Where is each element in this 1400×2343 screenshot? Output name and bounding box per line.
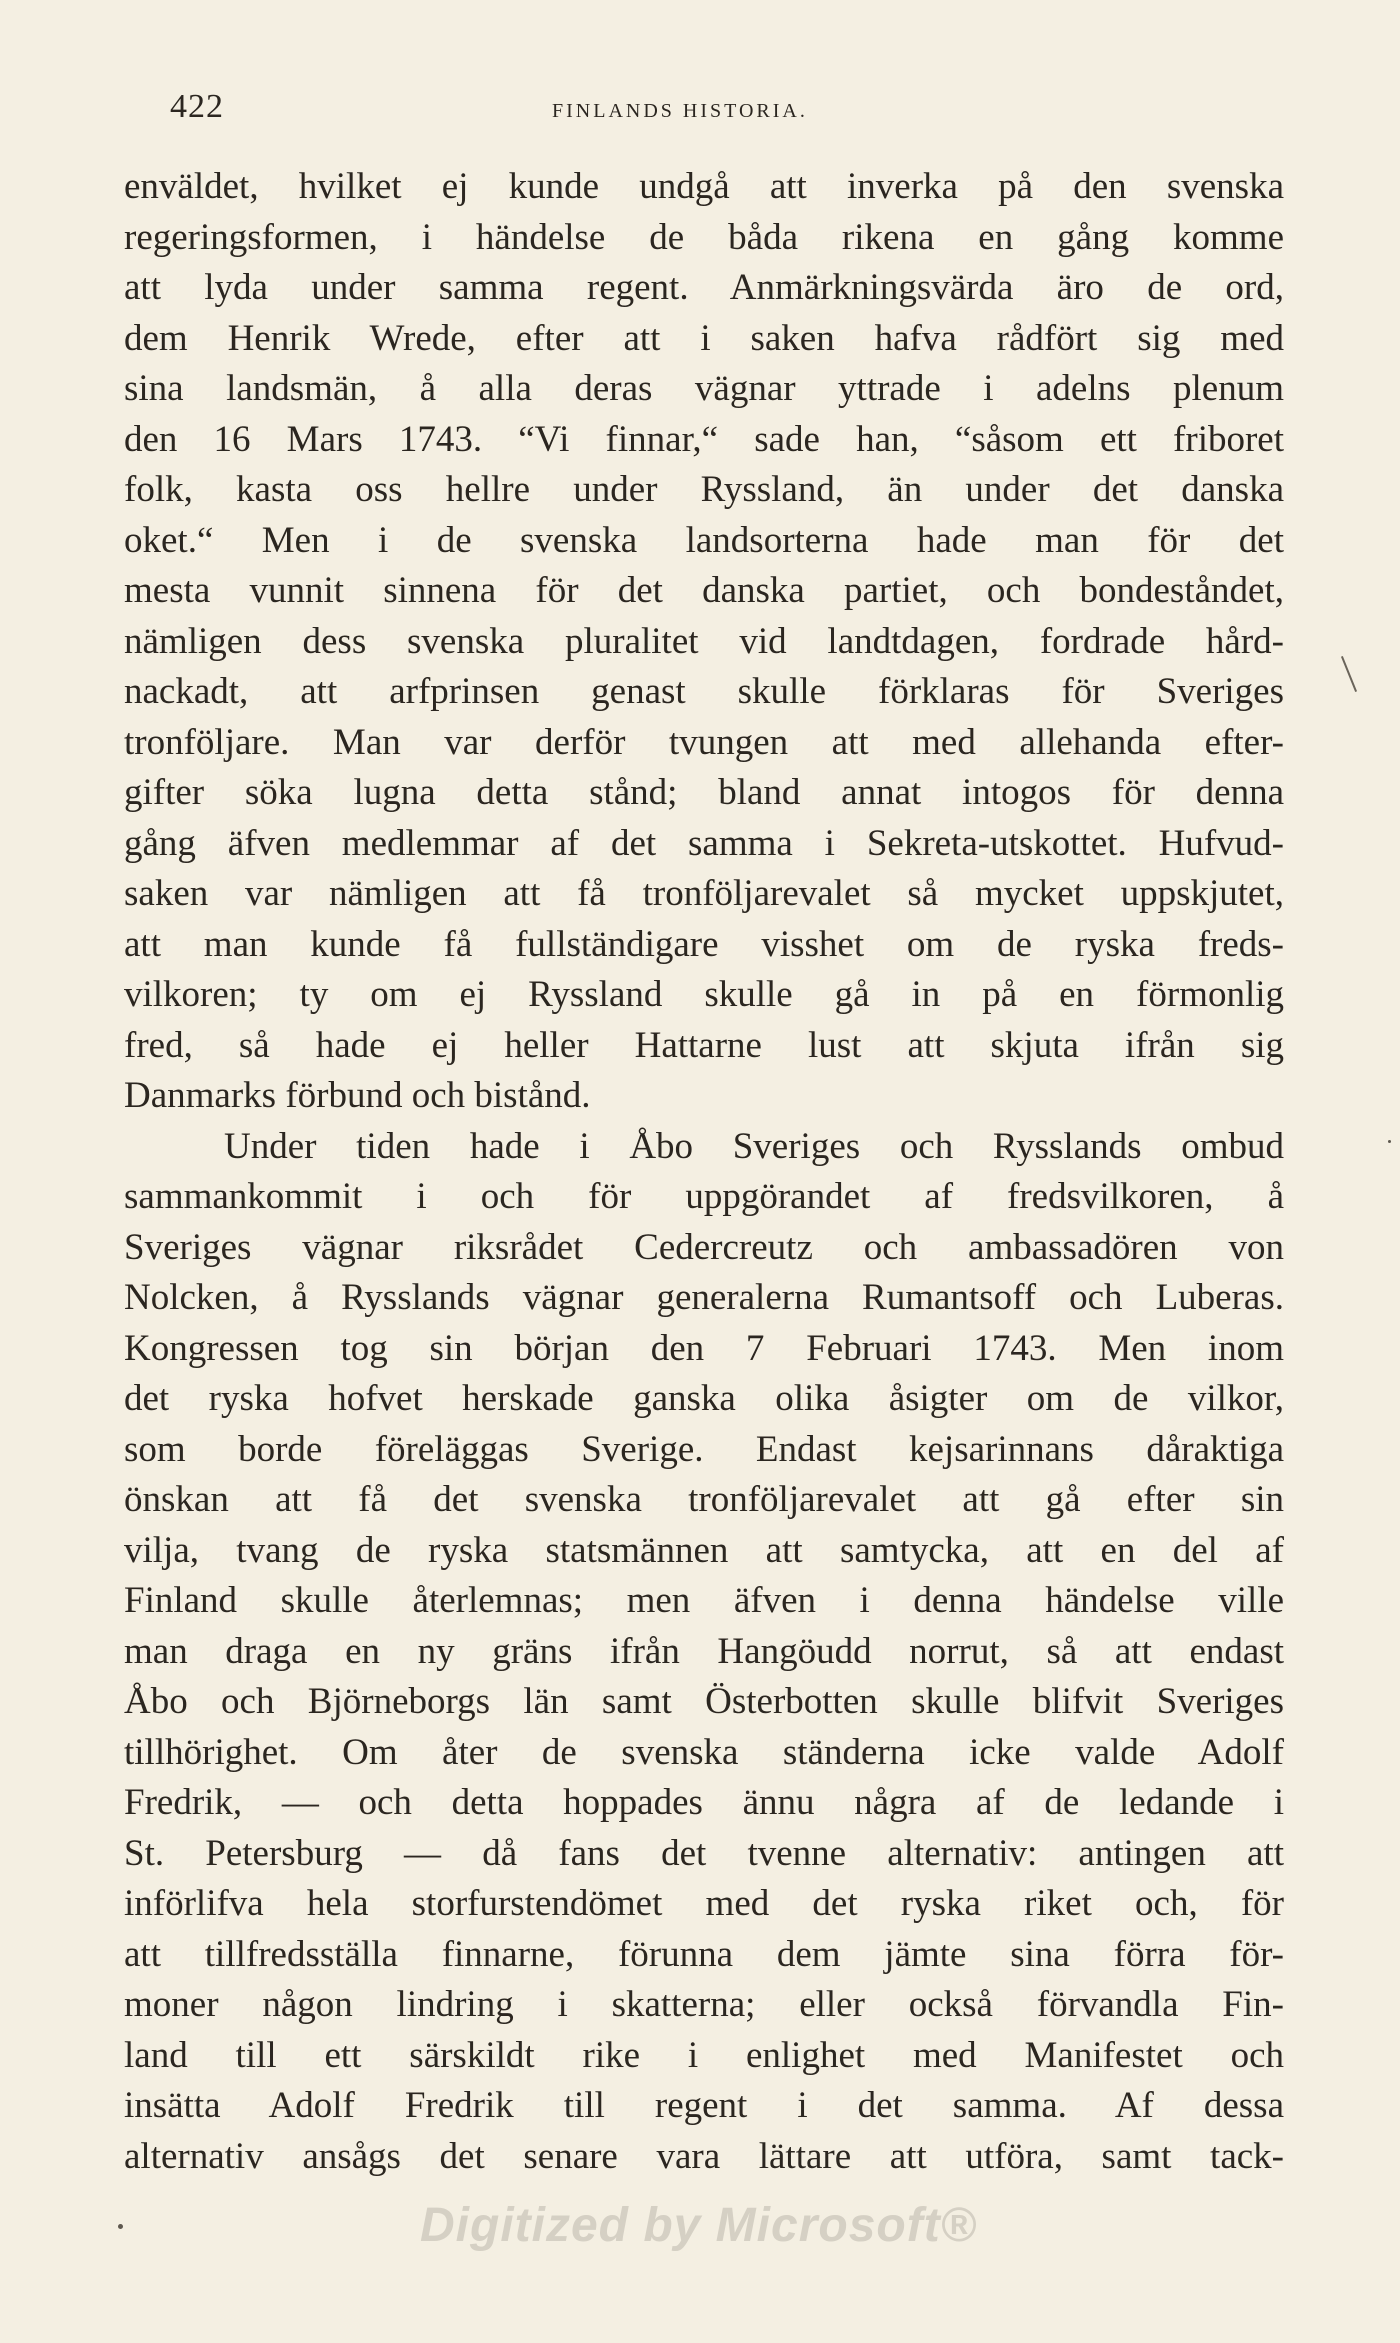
- text-line: regeringsformen, i händelse de båda rikena en gång komme: [124, 216, 1284, 258]
- paper-speck: [1388, 1140, 1391, 1143]
- text-line: gång äfven medlemmar af det samma i Sekreta-utskottet. Hufvud-: [124, 822, 1284, 864]
- text-line: Fredrik, — och detta hoppades ännu några af de ledande i: [124, 1782, 1284, 1823]
- text-line: införlifva hela storfurstendömet med det ryska riket och, för: [124, 1883, 1284, 1924]
- text-line: enväldet, hvilket ej kunde undgå att inverka på den svenska: [124, 166, 1284, 207]
- page-header: [170, 88, 1280, 138]
- text-line: sina landsmän, å alla deras vägnar yttrade i adelns plenum: [124, 368, 1284, 409]
- paper-speck: [118, 2224, 123, 2229]
- digitization-watermark: Digitized by Microsoft®: [420, 2199, 978, 2252]
- text-line: att man kunde få fullständigare visshet om de ryska freds-: [124, 923, 1284, 965]
- text-line: oket.“ Men i de svenska landsorterna hade man för det: [124, 519, 1284, 561]
- text-line: önskan att få det svenska tronföljarevalet att gå efter sin: [124, 1479, 1284, 1520]
- paragraph-end-line: Danmarks förbund och bistånd.: [124, 1075, 591, 1116]
- text-line: den 16 Mars 1743. “Vi finnar,“ sade han, “såsom ett friboret: [124, 418, 1284, 460]
- margin-pencil-mark: [1341, 656, 1357, 692]
- text-line: som borde föreläggas Sverige. Endast kejsarinnans dåraktiga: [124, 1428, 1284, 1470]
- text-line: det ryska hofvet herskade ganska olika åsigter om de vilkor,: [124, 1378, 1284, 1419]
- text-line: man draga en ny gräns ifrån Hangöudd norrut, så att endast: [124, 1630, 1284, 1672]
- text-line: Nolcken, å Rysslands vägnar generalerna Rumantsoff och Luberas.: [124, 1277, 1284, 1318]
- text-line: Åbo och Björneborgs län samt Österbotten skulle blifvit Sveriges: [124, 1681, 1284, 1722]
- text-line: alternativ ansågs det senare vara lättare att utföra, samt tack-: [124, 2135, 1284, 2177]
- page-number: 422: [170, 88, 224, 125]
- paragraph-start-line: Under tiden hade i Åbo Sveriges och Rysslands ombud: [224, 1125, 1284, 1167]
- text-line: tronföljare. Man var derför tvungen att med allehanda efter-: [124, 721, 1284, 763]
- text-line: gifter söka lugna detta stånd; bland annat intogos för denna: [124, 772, 1284, 813]
- text-line: vilja, tvang de ryska statsmännen att samtycka, att en del af: [124, 1529, 1284, 1571]
- text-line: att lyda under samma regent. Anmärkningsvärda äro de ord,: [124, 267, 1284, 308]
- text-line: dem Henrik Wrede, efter att i saken hafva rådfört sig med: [124, 317, 1284, 359]
- text-line: insätta Adolf Fredrik till regent i det samma. Af dessa: [124, 2085, 1284, 2126]
- text-line: vilkoren; ty om ej Ryssland skulle gå in på en förmonlig: [124, 974, 1284, 1015]
- text-line: fred, så hade ej heller Hattarne lust att skjuta ifrån sig: [124, 1024, 1284, 1066]
- text-line: att tillfredsställa finnarne, förunna dem jämte sina förra för-: [124, 1933, 1284, 1975]
- text-line: tillhörighet. Om åter de svenska ständerna icke valde Adolf: [124, 1731, 1284, 1773]
- text-line: mesta vunnit sinnena för det danska partiet, och bondeståndet,: [124, 570, 1284, 611]
- running-head: FINLANDS HISTORIA.: [552, 100, 808, 122]
- text-line: St. Petersburg — då fans det tvenne alternativ: antingen att: [124, 1832, 1284, 1874]
- body-text: [124, 162, 1284, 2182]
- text-line: Kongressen tog sin början den 7 Februari 1743. Men inom: [124, 1327, 1284, 1369]
- text-line: moner någon lindring i skatterna; eller också förvandla Fin-: [124, 1984, 1284, 2025]
- text-line: nämligen dess svenska pluralitet vid landtdagen, fordrade hård-: [124, 620, 1284, 662]
- text-line: saken var nämligen att få tronföljarevalet så mycket uppskjutet,: [124, 873, 1284, 914]
- text-line: Finland skulle återlemnas; men äfven i denna händelse ville: [124, 1580, 1284, 1621]
- text-line: nackadt, att arfprinsen genast skulle förklaras för Sveriges: [124, 671, 1284, 712]
- text-line: sammankommit i och för uppgörandet af fredsvilkoren, å: [124, 1176, 1284, 1217]
- text-line: Sveriges vägnar riksrådet Cedercreutz och ambassadören von: [124, 1226, 1284, 1268]
- text-line: land till ett särskildt rike i enlighet med Manifestet och: [124, 2034, 1284, 2076]
- text-line: folk, kasta oss hellre under Ryssland, än under det danska: [124, 469, 1284, 510]
